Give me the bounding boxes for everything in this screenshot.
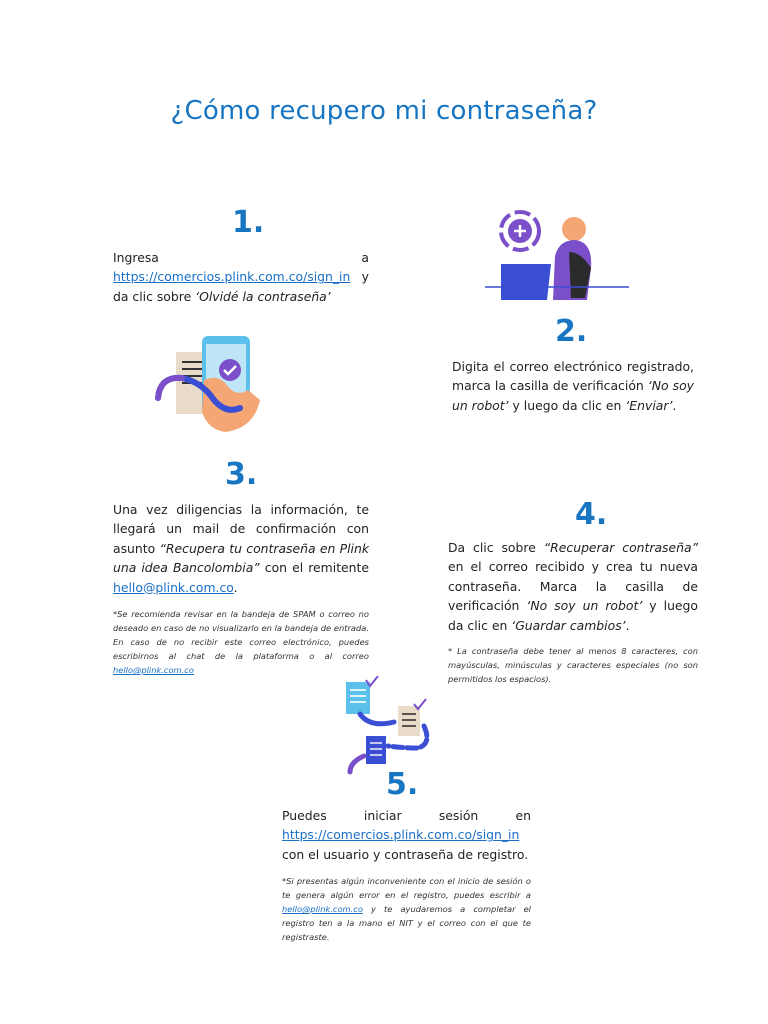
person-laptop-illustration xyxy=(483,206,631,306)
step-4-italic-a: “Recuperar contraseña” xyxy=(543,540,698,555)
step-5-note-b: y te ayudaremos a completar el registro ten a la mano el NIT y el correo con el que te registraste. xyxy=(282,904,531,942)
document-beige xyxy=(398,706,420,736)
check-circle-icon xyxy=(219,359,241,381)
step-3-text-a: Una vez diligencias la información, te llegará un mail de confirmación con asunto xyxy=(113,502,369,556)
phone-checklist-illustration xyxy=(152,332,268,438)
step-3-italic: “Recupera tu contraseña en Plink una idea Bancolombia” xyxy=(113,540,369,576)
step-4-text xyxy=(448,538,698,635)
step-3-email-link[interactable]: hello@plink.com.co xyxy=(113,579,234,595)
step-4-text-b: en el correo recibido y crea tu nueva contraseña. Marca la casilla de verificación xyxy=(448,559,698,614)
step-2-text-c: . xyxy=(672,397,677,413)
step-5-number: 5. xyxy=(386,767,419,802)
page-title: ¿Cómo recupero mi contraseña? xyxy=(170,96,598,126)
step-5-note xyxy=(282,874,531,944)
step-5-note-a: *Si presentas algún inconveniente con el inicio de sesión o te genera algún error en el registro, puedes escribir a xyxy=(282,876,531,900)
step-3-text xyxy=(113,500,369,597)
step-4-text-a: Da clic sobre xyxy=(448,540,544,555)
step-3-note-text: *Se recomienda revisar en la bandeja de SPAM o correo no deseado en caso de no visualizarlo en la bandeja de entrada. En caso de no recibir este correo electrónico, puedes escribirnos al chat de la plataforma o al correo xyxy=(113,609,369,661)
step-5-note-link[interactable]: hello@plink.com.co xyxy=(282,904,363,914)
documents-flow-illustration xyxy=(340,676,436,776)
step-5-text xyxy=(282,806,531,864)
document-dark-blue xyxy=(366,736,386,764)
person-head xyxy=(562,217,586,241)
step-1-italic: ‘Olvidé la contraseña’ xyxy=(195,288,331,304)
step-4-text-d: . xyxy=(625,617,630,633)
step-1-number: 1. xyxy=(232,205,265,240)
step-3-note xyxy=(113,607,369,677)
document-blue xyxy=(346,682,370,714)
step-4-italic-b: ‘No soy un robot’ xyxy=(526,598,643,614)
step-2-text-b: y luego da clic en xyxy=(508,397,626,413)
step-3-text-b: con el remitente xyxy=(259,560,370,576)
step-4-number: 4. xyxy=(575,497,608,532)
step-4-text-c: y luego da clic en xyxy=(448,598,698,633)
step-2-italic-a: ‘No soy un robot’ xyxy=(452,378,694,413)
step-4-italic-c: ‘Guardar cambios’ xyxy=(511,617,626,633)
step-4-note: * La contraseña debe tener al menos 8 caracteres, con mayúsculas, minúsculas y caracteres especiales (no son permitidos los espacios). xyxy=(448,646,698,684)
step-1-link[interactable]: https://comercios.plink.com.co/sign_in xyxy=(113,269,351,285)
step-1-text-a: Ingresa a xyxy=(113,250,369,265)
step-2-text xyxy=(452,357,694,415)
step-5-text-a: Puedes iniciar sesión en xyxy=(282,808,531,823)
step-2-number: 2. xyxy=(555,314,588,349)
step-1-text xyxy=(113,248,369,306)
step-2-italic-b: ‘Enviar’ xyxy=(625,397,673,413)
step-5-text-b: con el usuario y contraseña de registro. xyxy=(282,846,529,862)
step-1-text-b: y da clic sobre xyxy=(113,269,369,304)
step-3-number: 3. xyxy=(225,457,258,492)
laptop xyxy=(501,264,551,300)
step-5-link[interactable]: https://comercios.plink.com.co/sign_in xyxy=(282,827,520,843)
step-3-text-c: . xyxy=(233,579,238,595)
step-2-text-a: Digita el correo electrónico registrado, marca la casilla de verificación xyxy=(452,359,694,394)
step-3-note-link[interactable]: hello@plink.com.co xyxy=(113,665,194,675)
